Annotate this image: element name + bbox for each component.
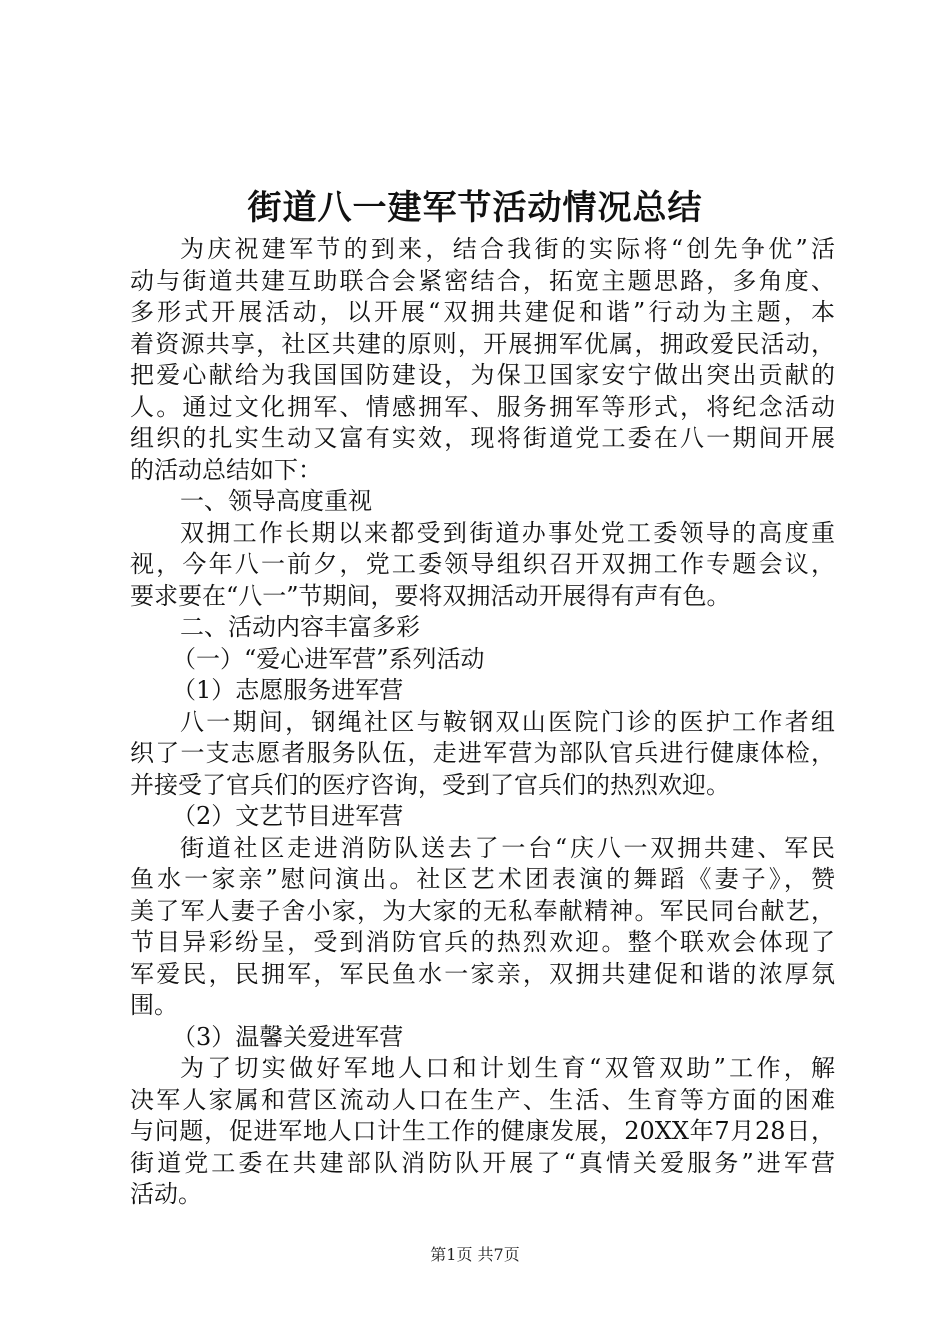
item-heading: （2）文艺节目进军营 bbox=[172, 802, 404, 830]
text-line: 人。通过文化拥军、情感拥军、服务拥军等形式，将纪念活动 bbox=[130, 392, 835, 421]
text-line: 并接受了官兵们的医疗咨询，受到了官兵们的热烈欢迎。 bbox=[130, 770, 730, 799]
text-line: 动与街道共建互助联合会紧密结合，拓宽主题思路，多角度、 bbox=[130, 266, 835, 295]
section-heading: 二、活动内容丰富多彩 bbox=[180, 613, 420, 641]
text-line: 活动。 bbox=[130, 1180, 202, 1208]
text-line: 为了切实做好军地人口和计划生育“双管双助”工作，解 bbox=[180, 1054, 835, 1082]
intro-paragraph bbox=[130, 234, 835, 486]
document-title: 街道八一建军节活动情况总结 bbox=[247, 188, 703, 228]
item-paragraph bbox=[130, 707, 835, 802]
text-line: 八一期间，钢绳社区与鞍钢双山医院门诊的医护工作者组 bbox=[180, 707, 835, 736]
text-line: 美了军人妻子舍小家，为大家的无私奉献精神。军民同台献艺， bbox=[130, 896, 835, 925]
text-line: 织了一支志愿者服务队伍，走进军营为部队官兵进行健康体检， bbox=[130, 739, 835, 767]
item-heading: （1）志愿服务进军营 bbox=[172, 676, 404, 704]
text-line: 为庆祝建军节的到来，结合我街的实际将“创先争优”活 bbox=[180, 235, 835, 263]
text-line: 的活动总结如下： bbox=[130, 455, 322, 484]
text-line: 鱼水一家亲”慰问演出。社区艺术团表演的舞蹈《妻子》，赞 bbox=[130, 865, 835, 893]
text-line: 节目异彩纷呈，受到消防官兵的热烈欢迎。整个联欢会体现了 bbox=[130, 928, 835, 956]
text-line: 围。 bbox=[130, 991, 178, 1019]
text-line: 决军人家属和营区流动人口在生产、生活、生育等方面的困难 bbox=[130, 1085, 835, 1114]
text-line: 视，今年八一前夕，党工委领导组织召开双拥工作专题会议， bbox=[130, 550, 835, 578]
text-line: 把爱心献给为我国国防建设，为保卫国家安宁做出突出贡献的 bbox=[130, 361, 835, 389]
section-paragraph bbox=[130, 518, 835, 613]
text-line: 双拥工作长期以来都受到街道办事处党工委领导的高度重 bbox=[180, 518, 835, 547]
text-line: 着资源共享，社区共建的原则，开展拥军优属，拥政爱民活动， bbox=[130, 329, 835, 358]
text-line: 街道社区走进消防队送去了一台“庆八一双拥共建、军民 bbox=[180, 833, 835, 862]
text-line: 与问题，促进军地人口计生工作的健康发展，20XX年7月28日， bbox=[130, 1117, 835, 1145]
text-line: 组织的扎实生动又富有实效，现将街道党工委在八一期间开展 bbox=[130, 424, 835, 452]
item-heading: （3）温馨关爱进军营 bbox=[172, 1022, 404, 1051]
page-number: 第1页 共7页 bbox=[430, 1245, 520, 1264]
document-body bbox=[130, 234, 835, 1211]
text-line: 军爱民，民拥军，军民鱼水一家亲，双拥共建促和谐的浓厚氛 bbox=[130, 959, 835, 988]
section-heading: 一、领导高度重视 bbox=[180, 487, 372, 515]
item-paragraph bbox=[130, 1053, 835, 1211]
text-line: 街道党工委在共建部队消防队开展了“真情关爱服务”进军营 bbox=[130, 1148, 835, 1177]
text-line: 要求要在“八一”节期间，要将双拥活动开展得有声有色。 bbox=[130, 581, 731, 610]
subsection-heading: （一）“爱心进军营”系列活动 bbox=[172, 644, 485, 673]
text-line: 多形式开展活动，以开展“双拥共建促和谐”行动为主题，本 bbox=[130, 298, 835, 326]
item-paragraph bbox=[130, 833, 835, 1022]
